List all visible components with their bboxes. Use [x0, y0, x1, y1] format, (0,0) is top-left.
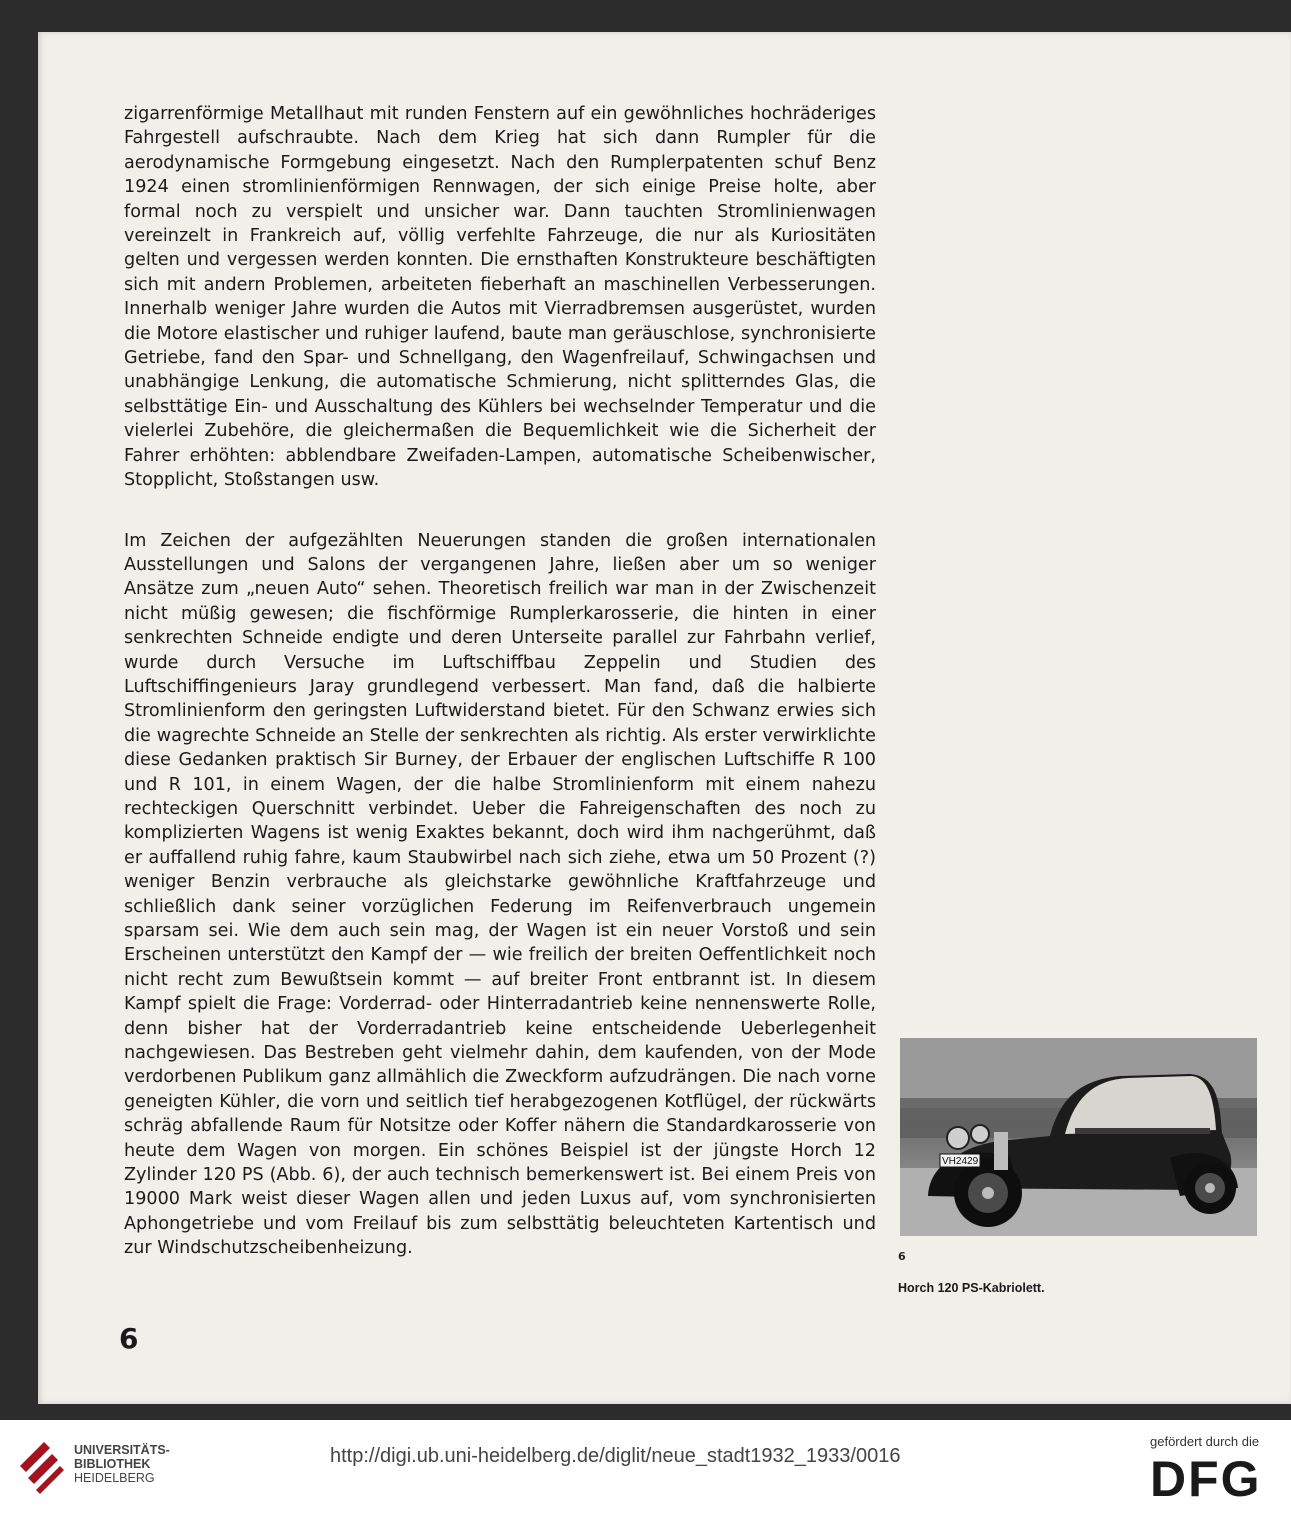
permalink-url[interactable]: http://digi.ub.uni-heidelberg.de/diglit/neue_stadt1932_1933/0016 — [330, 1445, 901, 1467]
paragraph-1: zigarrenförmige Metallhaut mit runden Fenstern auf ein gewöhnliches hochräderiges Fahrgestell aufschraubte. Nach dem Krieg hat sich dann Rumpler für die aerodynamische Formgebung eingesetzt. Nach den Rumplerpatenten schuf Benz 1924 einen stromlinienförmigen Rennwagen, der sich einige Preise holte, aber formal noch zu verspielt und unsicher war. Dann tauchten Stromlinienwagen vereinzelt in Frankreich auf, völlig verfehlte Fahrzeuge, die nur als Kuriositäten gelten und vergessen werden konnten. Die ernsthaften Konstrukteure beschäftigten sich mit andern Problemen, arbeiteten fieberhaft an maschinellen Verbesserungen. Innerhalb weniger Jahre wurden die Autos mit Vierradbremsen ausgerüstet, wurden die Motore elastischer und ruhiger laufend, baute man geräuschlose, synchronisierte Getriebe, fand den Spar- und Schnellgang, den Wagenfreilauf, Schwingachsen und unabhängige Lenkung, die automatische Schmierung, nicht splitterndes Glas, die selbsttätige Ein- und Ausschaltung des Kühlers bei wechselnder Temperatur und die vielerlei Zubehöre, die gleichermaßen die Bequemlichkeit wie die Sicherheit der Fahrer erhöhten: abblendbare Zweifaden-Lampen, automatische Scheibenwischer, Stopplicht, Stoßstangen usw. — [124, 104, 876, 491]
article-text — [124, 102, 876, 1261]
library-name-line2: BIBLIOTHEK — [74, 1457, 151, 1471]
page-number: 6 — [119, 1322, 139, 1355]
paragraph-2: Im Zeichen der aufgezählten Neuerungen standen die großen internationalen Ausstellungen und Salons der vergangenen Jahre, ließen aber um so weniger Ansätze zum „neuen Auto“ sehen. Theoretisch freilich war man in der Zwischenzeit nicht müßig gewesen; die fischförmige Rumplerkarosserie, die hinten in einer senkrechten Schneide endigte und deren Unterseite parallel zur Fahrbahn verlief, wurde durch Versuche im Luftschiffbau Zeppelin und Studien des Luftschiffingenieurs Jaray grundlegend verbessert. Man fand, daß die halbierte Stromlinienform den geringsten Luftwiderstand bietet. Für den Schwanz erwies sich die wagrechte Schneide an Stelle der senkrechten als richtig. Als erster verwirklichte diese Gedanken praktisch Sir Burney, der Erbauer der englischen Luftschiffe R 100 und R 101, in einem Wagen, der die halbe Stromlinienform mit einem nahezu rechteckigen Querschnitt verbindet. Ueber die Fahreigenschaften des noch zu komplizierten Wagens ist wenig Exaktes bekannt, doch wird ihm nachgerühmt, daß er auffallend ruhig fahre, kaum Staubwirbel nach sich ziehe, etwa um 50 Prozent (?) weniger Benzin verbrauche als gleichstarke gewöhnliche Kraftfahrzeuge und schließlich dank seiner vorzüglichen Federung im Reifenverbrauch ungemein sparsam sei. Wie dem auch sein mag, der Wagen ist ein neuer Vorstoß und sein Erscheinen unterstützt den Kampf der — wie freilich der breiten Oeffentlichkeit noch nicht recht zum Bewußtsein kommt — auf breiter Front entbrannt ist. In diesem Kampf spielt die Frage: Vorderrad- oder Hinterradantrieb keine nennenswerte Rolle, denn bisher hat der Vorderradantrieb keine entscheidende Ueberlegenheit nachgewiesen. Das Bestreben geht vielmehr dahin, dem kaufenden, von der Mode verdorbenen Publikum ganz allmählich die Zweckform aufzudrängen. Die nach vorne geneigten Kühler, die vorn und seitlich tief herabgezogenen Kotflügel, der rückwärts schräg abfallende Raum für Notsitze oder Koffer nähern die Standardkarosserie von heute dem Wagen von morgen. Ein schönes Beispiel ist der jüngste Horch 12 Zylinder 120 PS (Abb. 6), der auch technisch bemerkenswert ist. Bei einem Preis von 19000 Mark weist dieser Wagen allen und jeden Luxus auf, vom synchronisierten Aphongetriebe und vom Freilauf bis zum selbsttätig beleuchteten Kartentisch und zur Windschutzscheibenheizung. — [124, 530, 876, 1259]
figure-number: 6 — [898, 1250, 906, 1263]
bleed-through-decoration — [968, 132, 1288, 138]
car-illustration — [900, 1038, 1257, 1236]
library-logo-icon — [14, 1436, 66, 1496]
funded-by-label: gefördert durch die — [1150, 1434, 1260, 1449]
license-plate: VH2429 — [942, 1156, 979, 1167]
library-name[interactable] — [74, 1443, 170, 1485]
dfg-logo[interactable]: DFG — [1150, 1451, 1262, 1507]
figure-caption: Horch 120 PS-Kabriolett. — [898, 1281, 1045, 1295]
library-name-line1: UNIVERSITÄTS- — [74, 1443, 170, 1457]
car-photo — [900, 1038, 1257, 1236]
library-name-line3: HEIDELBERG — [74, 1471, 155, 1485]
